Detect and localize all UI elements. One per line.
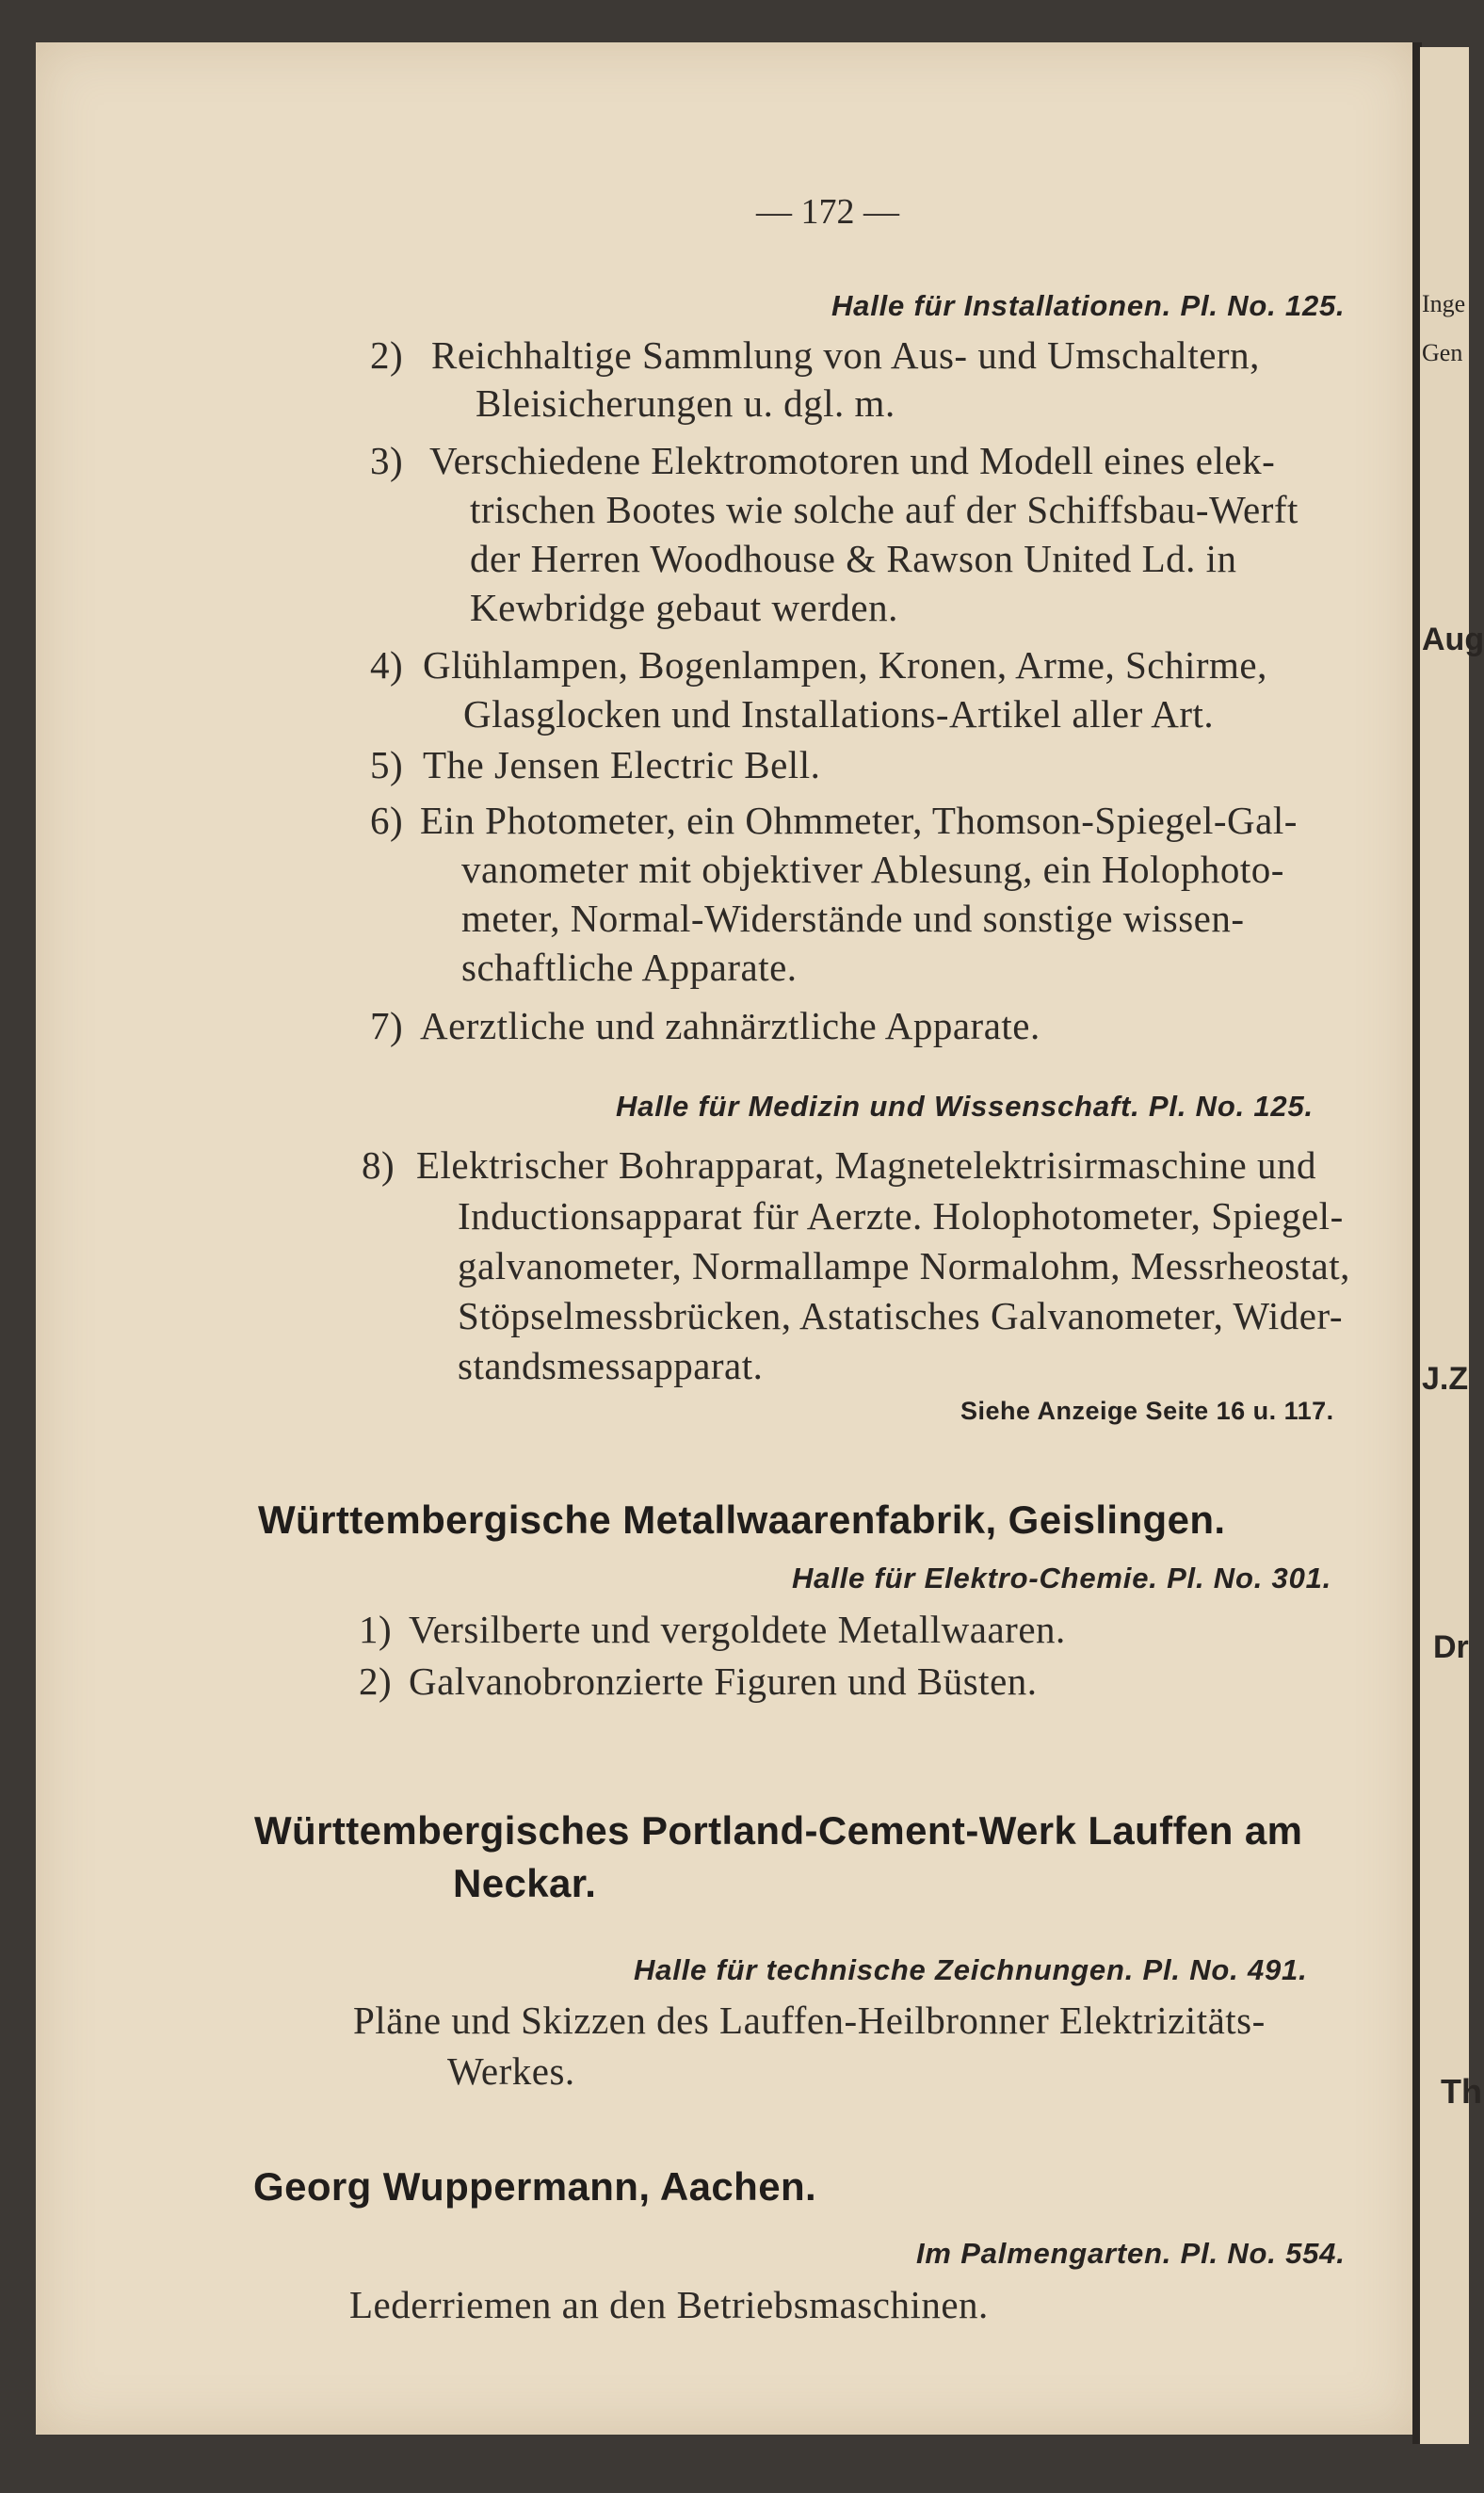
- adjacent-page-fragment: Th: [1441, 2072, 1482, 2111]
- item-text-line: standsmessapparat.: [458, 1344, 764, 1387]
- hall-heading-technische-zeichnungen: Halle für technische Zeichnungen. Pl. No. 491.: [634, 1953, 1308, 1986]
- firm-name-metallwaarenfabrik: Württembergische Metallwaarenfabrik, Geislingen.: [258, 1497, 1226, 1542]
- item-text-line: schaftliche Apparate.: [461, 946, 798, 989]
- item-text-line: Ein Photometer, ein Ohmmeter, Thomson-Spiegel-Gal-: [420, 799, 1298, 842]
- item-number: 4): [370, 643, 404, 687]
- item-number: 5): [370, 743, 404, 786]
- item-number: 3): [370, 439, 404, 482]
- item-text-line: Elektrischer Bohrapparat, Magnetelektrisirmaschine und: [416, 1143, 1317, 1187]
- item-number: 6): [370, 799, 404, 842]
- item-text-line: Aerztliche und zahnärztliche Apparate.: [420, 1004, 1040, 1047]
- adjacent-page-edge: [1420, 47, 1484, 2444]
- adjacent-page-fragment: Inge: [1422, 290, 1466, 317]
- item-number: 2): [359, 1659, 393, 1703]
- item-text-line: galvanometer, Normallampe Normalohm, Messrheostat,: [458, 1244, 1350, 1287]
- item-number: 1): [359, 1608, 393, 1651]
- description-line: Lederriemen an den Betriebsmaschinen.: [349, 2283, 989, 2326]
- firm-name-wuppermann: Georg Wuppermann, Aachen.: [253, 2164, 817, 2209]
- item-text-line: meter, Normal-Widerstände und sonstige wissen-: [461, 897, 1245, 940]
- description-line: Pläne und Skizzen des Lauffen-Heilbronner Elektrizitäts-: [353, 1999, 1266, 2042]
- item-text-line: trischen Bootes wie solche auf der Schiffsbau-Werft: [470, 488, 1298, 531]
- hall-heading-palmengarten: Im Palmengarten. Pl. No. 554.: [916, 2237, 1346, 2270]
- item-text-line: der Herren Woodhouse & Rawson United Ld. in: [470, 537, 1237, 580]
- item-text-line: Bleisicherungen u. dgl. m.: [476, 381, 895, 425]
- item-text-line: The Jensen Electric Bell.: [423, 743, 821, 786]
- item-number: 8): [362, 1143, 395, 1187]
- hall-heading-installationen: Halle für Installationen. Pl. No. 125.: [831, 289, 1346, 322]
- hall-heading-medizin: Halle für Medizin und Wissenschaft. Pl. No. 125.: [616, 1090, 1314, 1123]
- item-text-line: Inductionsapparat für Aerzte. Holophotometer, Spiegel-: [458, 1194, 1344, 1238]
- book-page: [36, 42, 1415, 2435]
- adjacent-page-fragment: Dr: [1433, 1629, 1469, 1665]
- item-text-line: Verschiedene Elektromotoren und Modell eines elek-: [429, 439, 1276, 482]
- advertisement-reference: Siehe Anzeige Seite 16 u. 117.: [960, 1397, 1334, 1425]
- item-number: 2): [370, 333, 404, 377]
- page-number: — 172 —: [756, 192, 899, 232]
- firm-name-cement-werk: Württembergisches Portland-Cement-Werk Lauffen am: [254, 1808, 1303, 1853]
- item-text-line: Galvanobronzierte Figuren und Büsten.: [409, 1659, 1038, 1703]
- item-text-line: Versilberte und vergoldete Metallwaaren.: [409, 1608, 1066, 1651]
- description-line: Werkes.: [447, 2049, 575, 2093]
- item-number: 7): [370, 1004, 404, 1047]
- item-text-line: Glühlampen, Bogenlampen, Kronen, Arme, Schirme,: [423, 643, 1267, 687]
- item-text-line: Kewbridge gebaut werden.: [470, 586, 898, 629]
- adjacent-page-fragment: Gen: [1422, 339, 1463, 366]
- adjacent-page-fragment: Aug: [1422, 622, 1484, 657]
- adjacent-page-fragment: J.Z: [1422, 1361, 1469, 1397]
- item-text-line: vanometer mit objektiver Ablesung, ein Holophoto-: [461, 848, 1284, 891]
- firm-name-cement-werk-line2: Neckar.: [453, 1861, 597, 1905]
- item-text-line: Stöpselmessbrücken, Astatisches Galvanometer, Wider-: [458, 1294, 1343, 1337]
- item-text-line: Reichhaltige Sammlung von Aus- und Umschaltern,: [431, 333, 1260, 377]
- item-text-line: Glasglocken und Installations-Artikel aller Art.: [463, 692, 1215, 736]
- hall-heading-elektro-chemie: Halle für Elektro-Chemie. Pl. No. 301.: [792, 1562, 1332, 1595]
